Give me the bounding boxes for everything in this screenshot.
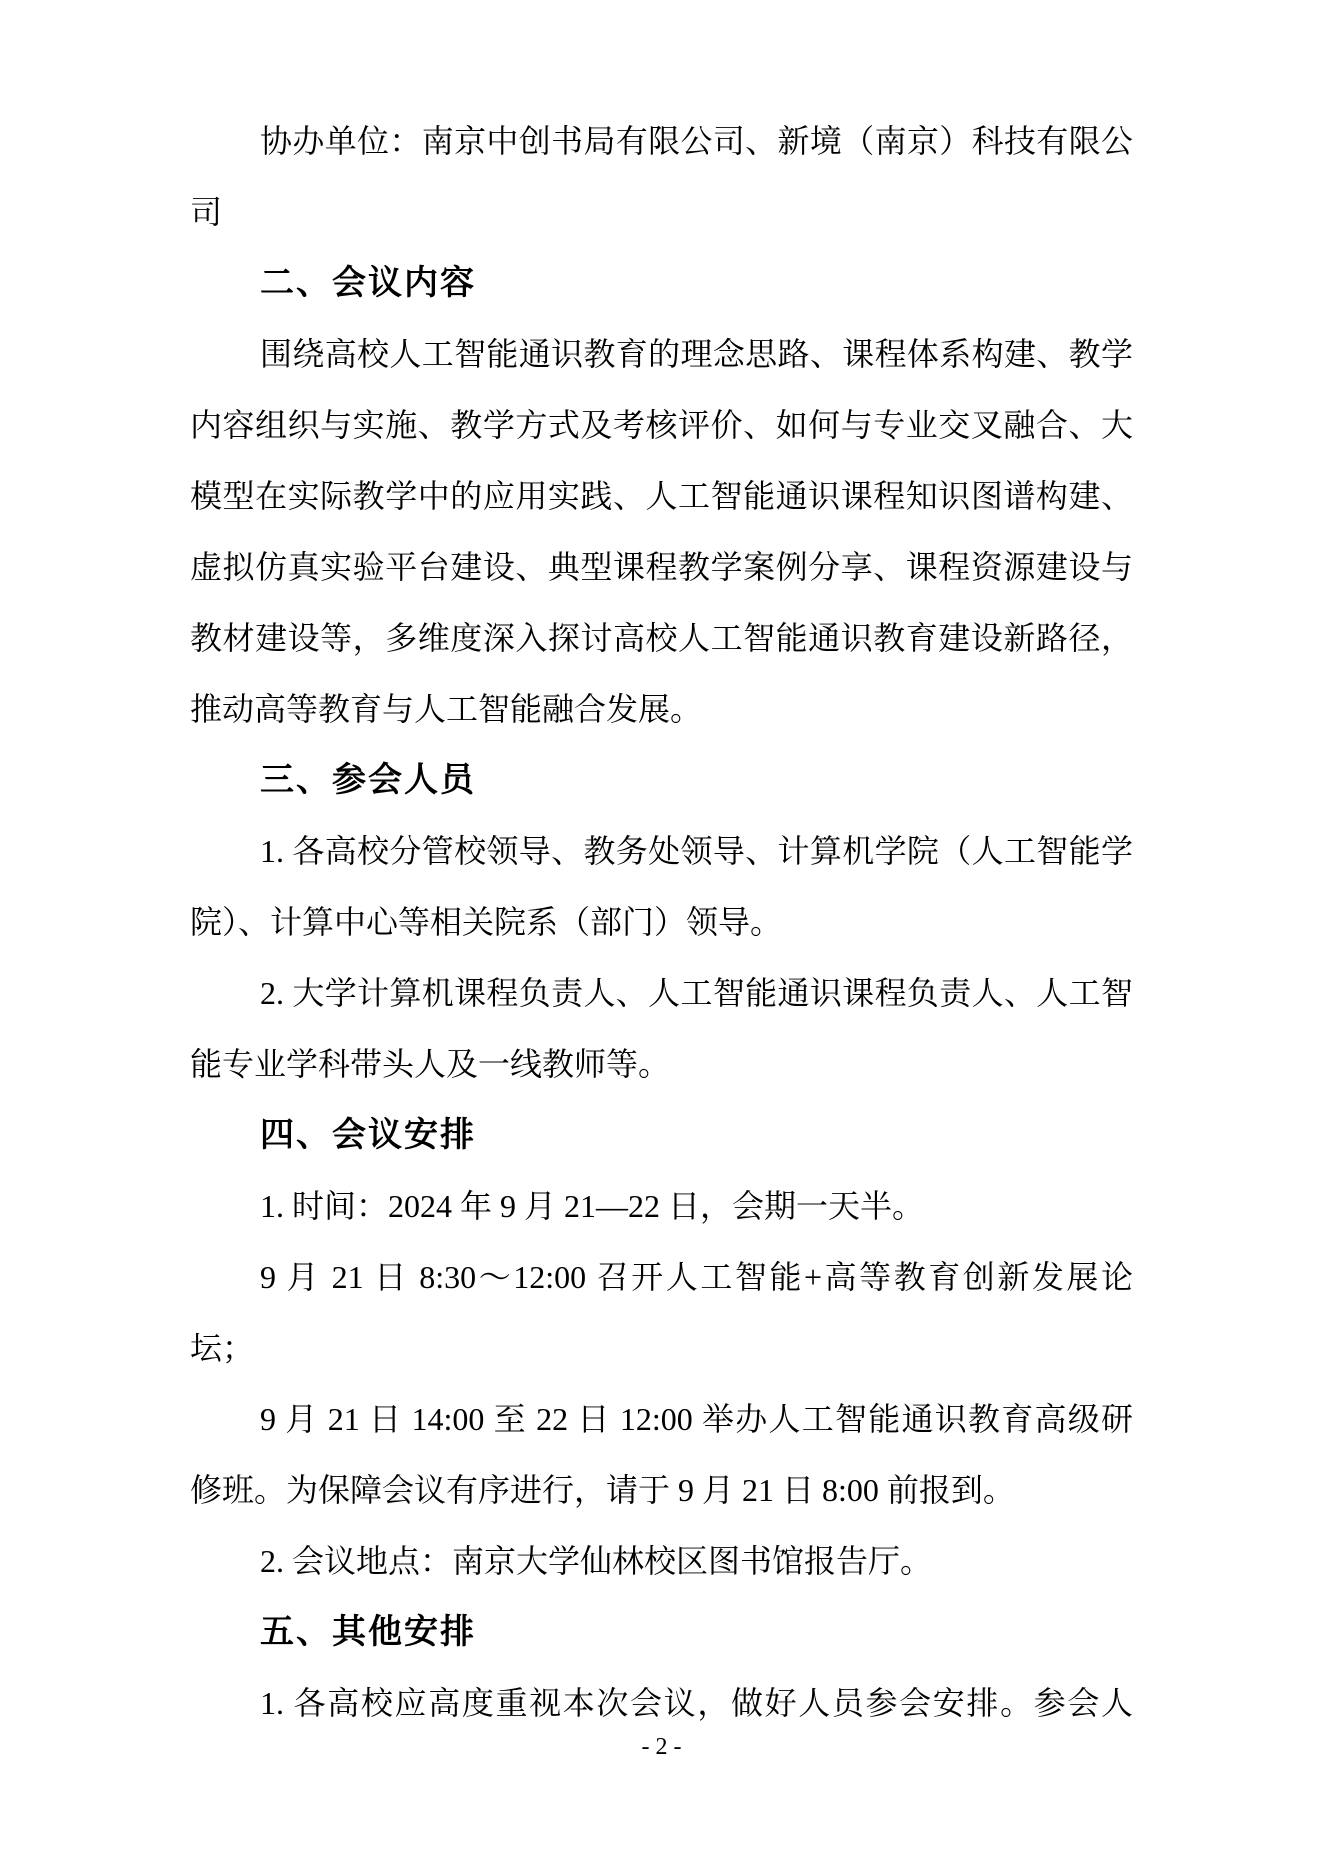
text-line: 能专业学科带头人及一线教师等。 [190,1046,671,1082]
text-line: 1. 各高校分管校领导、教务处领导、计算机学院（人工智能学 [260,833,1133,869]
text-line: 围绕高校人工智能通识教育的理念思路、课程体系构建、教学 [260,336,1133,372]
text-line: 修班。为保障会议有序进行，请于 9 月 21 日 8:00 前报到。 [190,1472,1015,1508]
section-heading: 四、会议安排 [260,1116,476,1154]
text-line: 9 月 21 日 8:30～12:00 召开人工智能+高等教育创新发展论 [260,1259,1133,1295]
text-line: 教材建设等，多维度深入探讨高校人工智能通识教育建设新路径， [190,620,1133,656]
text-line: 模型在实际教学中的应用实践、人工智能通识课程知识图谱构建、 [190,478,1133,514]
page-number: - 2 - [641,1734,682,1760]
text-line: 推动高等教育与人工智能融合发展。 [190,691,703,727]
text-line: 1. 各高校应高度重视本次会议，做好人员参会安排。参会人 [260,1685,1133,1721]
section-heading: 五、其他安排 [260,1613,476,1651]
text-line: 协办单位：南京中创书局有限公司、新境（南京）科技有限公 [260,123,1133,159]
section-heading: 二、会议内容 [260,264,476,302]
text-line: 内容组织与实施、教学方式及考核评价、如何与专业交叉融合、大 [190,407,1133,443]
text-line: 坛； [190,1330,255,1366]
text-line: 院）、计算中心等相关院系（部门）领导。 [190,904,783,940]
section-heading: 三、参会人员 [260,761,476,799]
text-line: 1. 时间：2024 年 9 月 21—22 日，会期一天半。 [260,1188,925,1224]
text-line: 2. 大学计算机课程负责人、人工智能通识课程负责人、人工智 [260,975,1133,1011]
text-line: 9 月 21 日 14:00 至 22 日 12:00 举办人工智能通识教育高级研 [260,1401,1133,1437]
text-line: 虚拟仿真实验平台建设、典型课程教学案例分享、课程资源建设与 [190,549,1133,585]
text-line: 2. 会议地点：南京大学仙林校区图书馆报告厅。 [260,1543,933,1579]
text-line: 司 [190,194,223,230]
